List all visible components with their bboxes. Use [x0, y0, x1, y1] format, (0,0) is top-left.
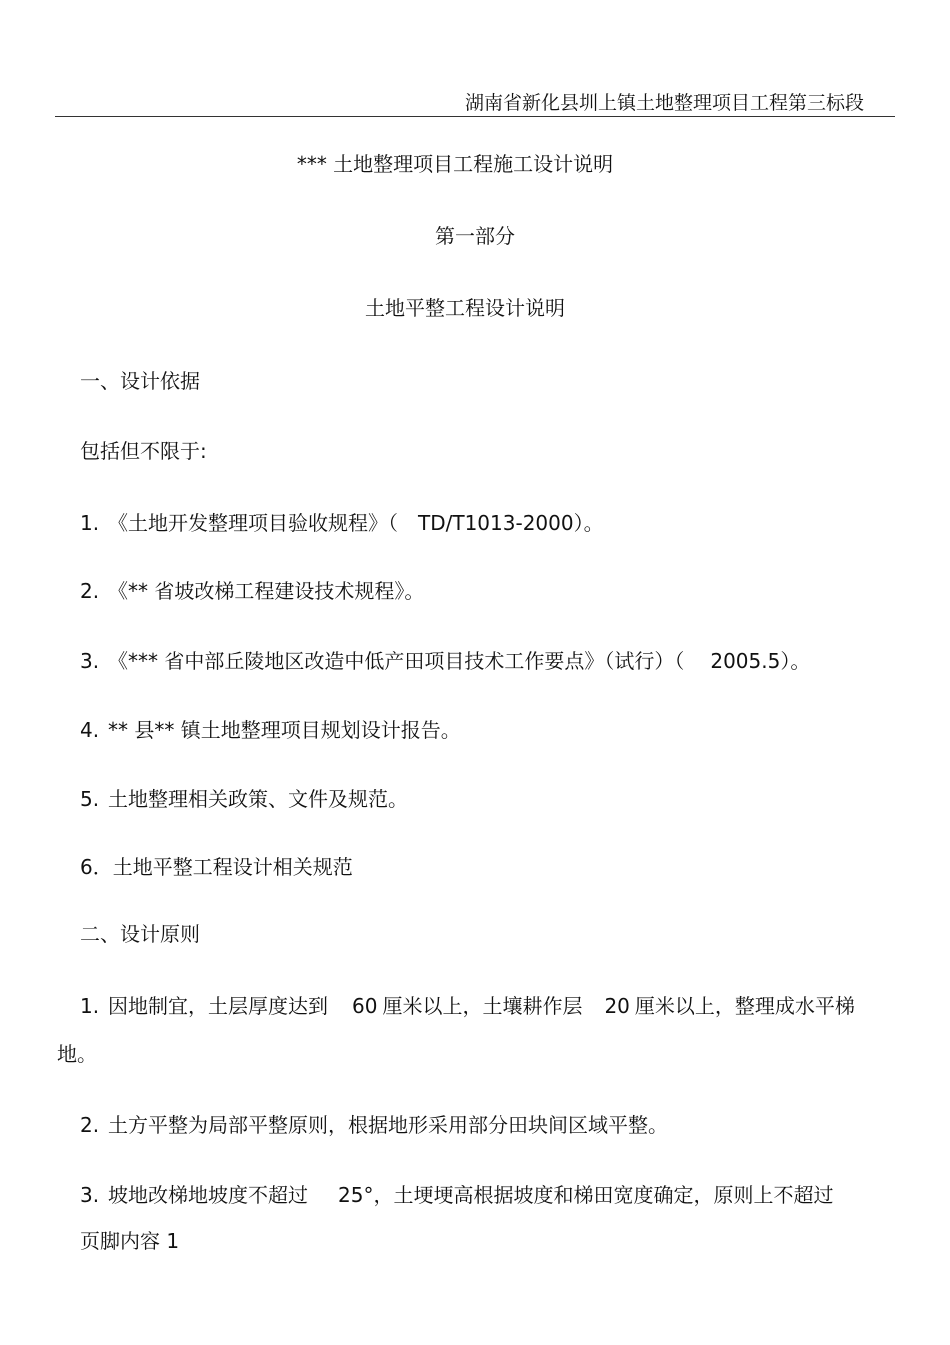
header-divider — [55, 116, 895, 117]
item-text: 土地平整工程设计相关规范 — [112, 855, 353, 879]
item-number: 2. — [80, 1113, 100, 1137]
item-text: 厘米以上，土壤耕作层 — [382, 994, 583, 1018]
item-text: 坡地改梯地坡度不超过 — [108, 1183, 308, 1207]
item-number: 1. — [80, 511, 100, 535]
item-number: 3. — [80, 1183, 100, 1207]
list-item — [80, 990, 855, 1019]
section-heading-1: 一、设计依据 — [80, 369, 200, 393]
item-number: 5. — [80, 787, 100, 811]
list-item — [80, 1179, 833, 1208]
item-number: 1. — [80, 994, 100, 1018]
part-subtitle: 土地平整工程设计说明 — [365, 296, 565, 320]
item-number: 4. — [80, 718, 100, 742]
item-text-end: ）。 — [573, 511, 604, 535]
item-text: ** 县** 镇土地整理项目规划设计报告。 — [108, 718, 461, 742]
item-text: 土方平整为局部平整原则，根据地形采用部分田块间区域平整。 — [108, 1113, 668, 1137]
list-item-continuation: 地。 — [57, 1042, 97, 1066]
section-heading-2: 二、设计原则 — [80, 922, 200, 946]
list-item — [80, 575, 424, 604]
item-code: TD/T1013-2000 — [418, 511, 574, 535]
item-text: ，土埂埂高根据坡度和梯田宽度确定，原则上不超过 — [373, 1183, 834, 1207]
item-number: 6． — [80, 855, 113, 879]
list-item — [80, 714, 461, 743]
list-item — [80, 1109, 668, 1138]
document-title: *** 土地整理项目工程施工设计说明 — [296, 152, 614, 176]
item-text: 《** 省坡改梯工程建设技术规程》。 — [108, 579, 425, 603]
section-intro: 包括但不限于: — [80, 439, 207, 463]
item-value: 25° — [338, 1183, 374, 1207]
item-text: 《土地开发整理项目验收规程》（ — [108, 511, 398, 535]
list-item — [80, 783, 408, 812]
item-code: 2005.5 — [710, 649, 781, 673]
header-text: 湖南省新化县圳上镇土地整理项目工程第三标段 — [464, 92, 864, 114]
list-item — [80, 851, 353, 880]
list-item — [80, 645, 810, 674]
item-number: 3. — [80, 649, 100, 673]
item-text-end: ）。 — [780, 649, 811, 673]
item-value: 20 — [604, 994, 630, 1018]
page-footer: 页脚内容 1 — [80, 1229, 180, 1253]
item-text: 厘米以上，整理成水平梯 — [634, 994, 855, 1018]
item-text: 因地制宜，土层厚度达到 — [108, 994, 328, 1018]
item-value: 60 — [352, 994, 378, 1018]
list-item — [80, 507, 604, 536]
part-title: 第一部分 — [435, 224, 515, 248]
item-text: 《*** 省中部丘陵地区改造中低产田项目技术工作要点》（试行）（ — [108, 649, 685, 673]
item-number: 2. — [80, 579, 100, 603]
item-text: 土地整理相关政策、文件及规范。 — [108, 787, 408, 811]
